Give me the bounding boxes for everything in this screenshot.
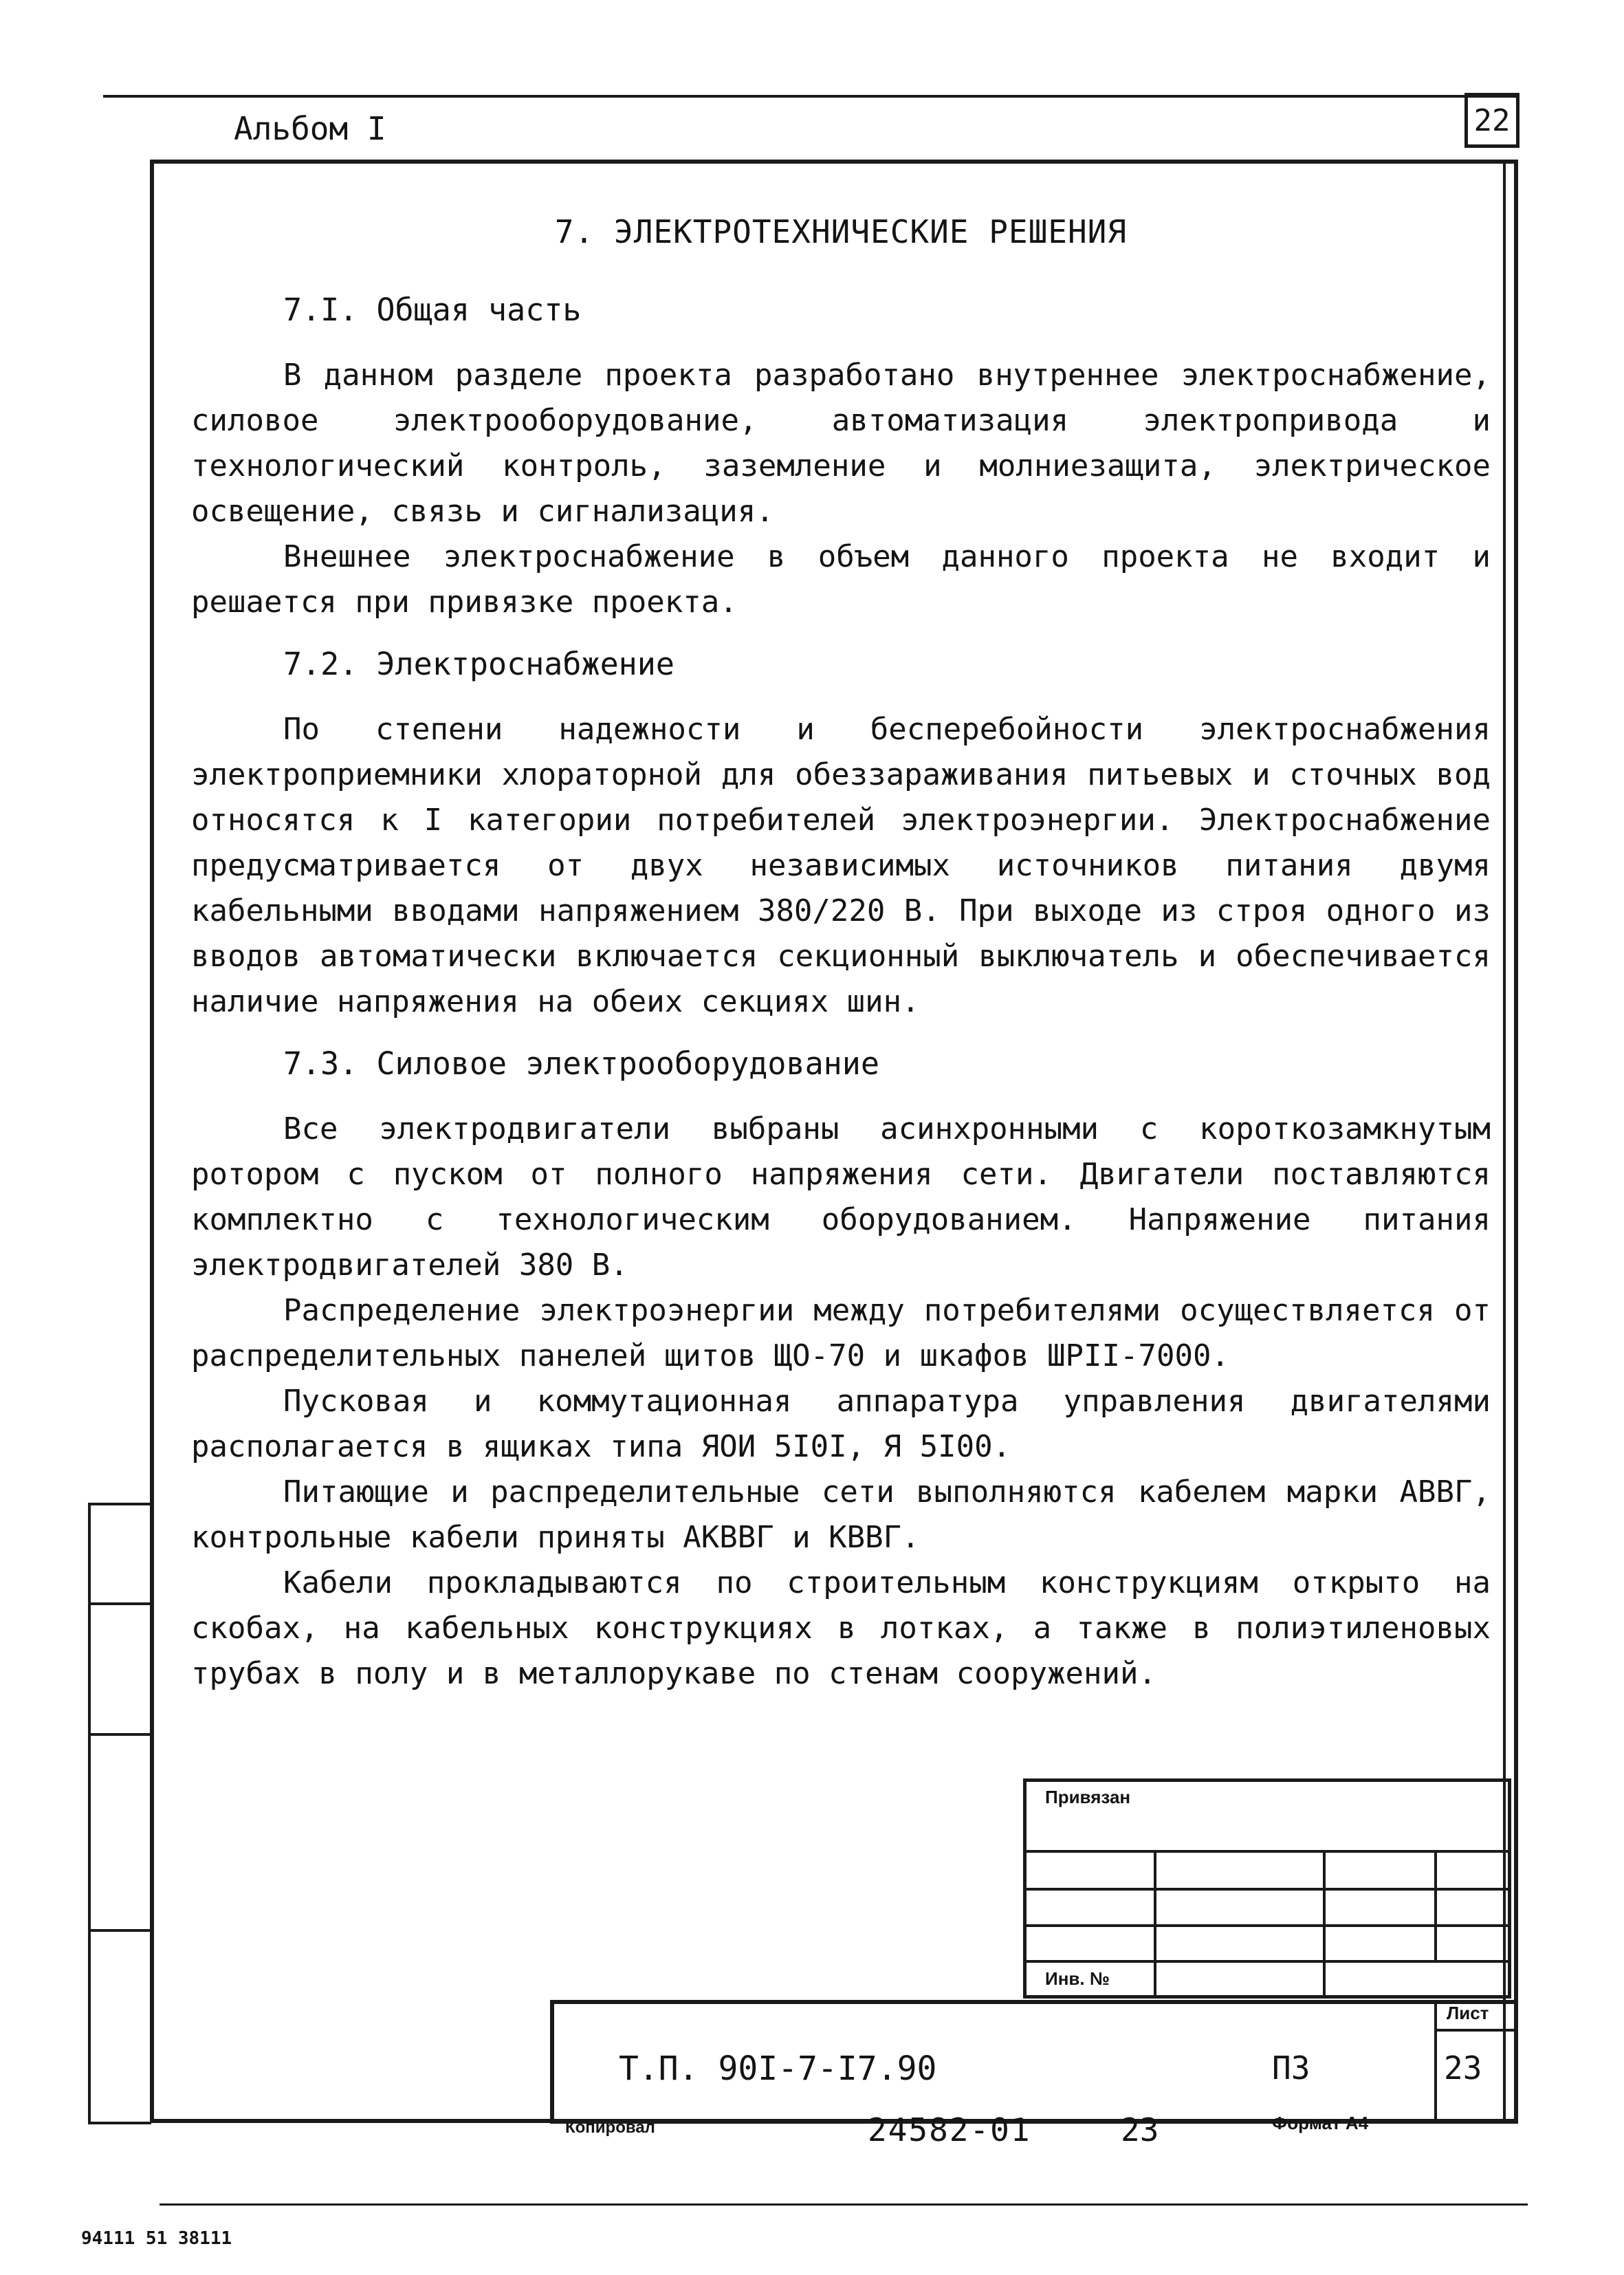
- paragraph: Все электродвигатели выбраны асинхронными с короткозамкнутым ротором с пуском от полного напряжения сети. Двигатели поставляются комплектно с технологическим оборудованием. Напряжение питания электродвигателей 380 В.: [191, 1111, 1491, 1283]
- subsection-title: 7.I. Общая часть: [283, 292, 582, 328]
- document-type: ПЗ: [1272, 2049, 1310, 2087]
- album-label: Альбом I: [234, 110, 386, 147]
- page-content: [191, 206, 1491, 1697]
- stamp-rule: [1323, 1850, 1326, 1999]
- title-block-rule: [1434, 2029, 1518, 2032]
- margin-rule: [88, 1602, 151, 1605]
- subsection-title: 7.2. Электроснабжение: [283, 646, 674, 682]
- margin-rule: [88, 2122, 151, 2124]
- paragraph: В данном разделе проекта разработано внутреннее электроснабжение, силовое электрооборудование, автоматизация электропривода и технологический контроль, заземление и молниезащита, электрическое освещение, связь и сигнализация.: [191, 358, 1491, 529]
- paragraph: По степени надежности и бесперебойности электроснабжения электроприемники хлораторной для обеззараживания питьевых и сточных вод относятся к I категории потребителей электроэнергии. Электроснабжение предусматривается от двух независимых источников питания двумя кабельными вводами напряжением 380/220 В. При выходе из строя одного из вводов автоматически включается секционный выключатель и обеспечивается наличие напряжения на обеих секциях шин.: [191, 712, 1491, 1019]
- stamp-rule: [1023, 1888, 1511, 1891]
- copied-label: Копировал: [565, 2118, 655, 2137]
- paragraph: Внешнее электроснабжение в объем данного проекта не входит и решается при привязке проекта.: [191, 539, 1491, 620]
- stamp-rule: [1154, 1850, 1156, 1999]
- paragraph: Распределение электроэнергии между потребителями осуществляется от распределительных панелей щитов ЩО-70 и шкафов ШРII-7000.: [191, 1293, 1491, 1373]
- page-number: 23: [1121, 2111, 1159, 2148]
- top-rule: [103, 95, 1519, 98]
- corner-code: 94111 51 38111: [81, 2228, 232, 2249]
- sheet-label: Лист: [1447, 2003, 1489, 2023]
- paragraph: Кабели прокладываются по строительным конструкциям открыто на скобах, на кабельных конструкциях в лотках, а также в полиэтиленовых трубах в полу и в металлорукаве по стенам сооружений.: [191, 1565, 1491, 1691]
- stamp-rule: [1023, 1924, 1511, 1927]
- stamp-rule: [1434, 1850, 1437, 1960]
- margin-rule: [88, 1503, 91, 2122]
- margin-rule: [88, 1503, 151, 1505]
- bottom-rule: [160, 2203, 1528, 2206]
- header-sheet-number: 22: [1464, 93, 1519, 148]
- title-block-rule: [1434, 2000, 1437, 2124]
- stamp-rule: [1023, 1960, 1511, 1963]
- margin-rule: [88, 1929, 151, 1932]
- document-code: Т.П. 90I-7-I7.90: [619, 2049, 937, 2088]
- paragraph: Питающие и распределительные сети выполняются кабелем марки АВВГ, контрольные кабели приняты АКВВГ и КВВГ.: [191, 1474, 1491, 1555]
- stamp-rule: [1023, 1850, 1511, 1853]
- sheet-number: 23: [1444, 2049, 1482, 2087]
- format-label: Формат А4: [1272, 2113, 1369, 2133]
- stamp-title: Привязан: [1045, 1787, 1131, 1807]
- paragraph: Пусковая и коммутационная аппаратура управления двигателями располагается в ящиках типа ЯОИ 5I0I, Я 5I00.: [191, 1384, 1491, 1464]
- margin-rule: [88, 1733, 151, 1736]
- subsection-title: 7.3. Силовое электрооборудование: [283, 1045, 879, 1082]
- section-heading: 7. ЭЛЕКТРОТЕХНИЧЕСКИЕ РЕШЕНИЯ: [554, 213, 1128, 250]
- order-number: 24582-01: [868, 2111, 1031, 2148]
- inventory-label: Инв. №: [1045, 1968, 1110, 1989]
